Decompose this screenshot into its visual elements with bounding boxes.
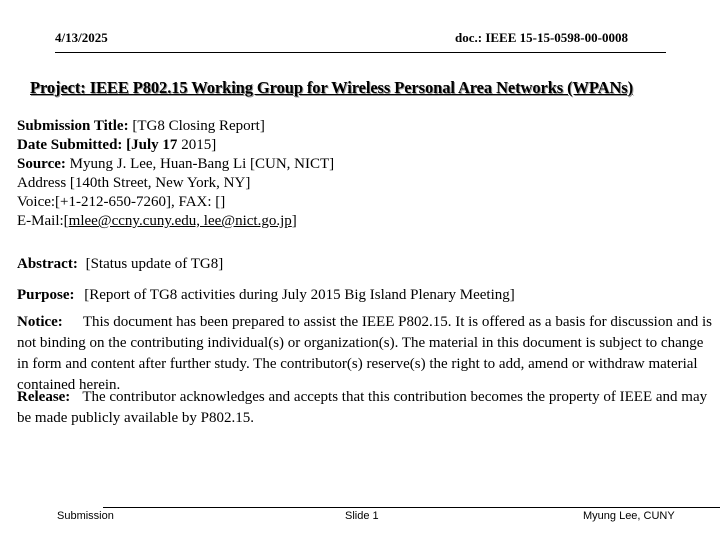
- release-paragraph: [17, 387, 717, 429]
- abstract-line: [17, 256, 223, 273]
- project-title: Project: IEEE P802.15 Working Group for Wireless Personal Area Networks (WPANs): [30, 78, 634, 97]
- email-prefix: E-Mail:[: [17, 213, 69, 229]
- email-suffix: ]: [291, 213, 297, 229]
- notice-label: Notice:: [17, 314, 63, 330]
- submission-title-label: Submission Title:: [17, 118, 129, 134]
- purpose-label: Purpose:: [17, 287, 75, 303]
- notice-text: This document has been prepared to assist the IEEE P802.15. It is offered as a basis for discussion and is not binding on the contributing individual(s) or organization(s). The material in this document is subject to change in form and content after further study. The contributor(s) reserve(s) the right to add, amend or withdraw material contained herein.: [17, 314, 712, 393]
- date-submitted-label: Date Submitted:: [17, 137, 123, 153]
- email-link[interactable]: mlee@ccny.cuny.edu, lee@nict.go.jp: [68, 213, 292, 229]
- source-line: [17, 156, 334, 173]
- header-date: 4/13/2025: [55, 30, 108, 45]
- footer-right: Myung Lee, CUNY: [583, 510, 675, 522]
- notice-paragraph: [17, 312, 717, 396]
- source-label: Source:: [17, 156, 66, 172]
- date-submitted-line: [17, 137, 216, 154]
- email-line: [17, 213, 297, 230]
- header-rule: [55, 52, 666, 53]
- release-text: The contributor acknowledges and accepts that this contribution becomes the property of IEEE and may be made publicly available by P802.15.: [17, 389, 708, 426]
- address-line: Address [140th Street, New York, NY]: [17, 175, 251, 191]
- footer-slide-number: Slide 1: [345, 510, 379, 522]
- release-label: Release:: [17, 389, 71, 405]
- abstract-value: [Status update of TG8]: [85, 256, 224, 272]
- purpose-line: [17, 287, 515, 304]
- source-value: Myung J. Lee, Huan-Bang Li [CUN, NICT]: [69, 156, 335, 172]
- date-submitted-rest: 2015]: [177, 137, 217, 153]
- voice-line: Voice:[+1-212-650-7260], FAX: []: [17, 194, 226, 210]
- footer-rule: [103, 507, 720, 508]
- submission-title-value: [TG8 Closing Report]: [132, 118, 265, 134]
- abstract-label: Abstract:: [17, 256, 78, 272]
- header-doc-id: doc.: IEEE 15-15-0598-00-0008: [455, 30, 628, 45]
- purpose-value: [Report of TG8 activities during July 2015 Big Island Plenary Meeting]: [84, 287, 515, 303]
- date-submitted-bold: [July 17: [126, 137, 178, 153]
- submission-title-line: [17, 118, 265, 135]
- footer-left: Submission: [57, 510, 114, 522]
